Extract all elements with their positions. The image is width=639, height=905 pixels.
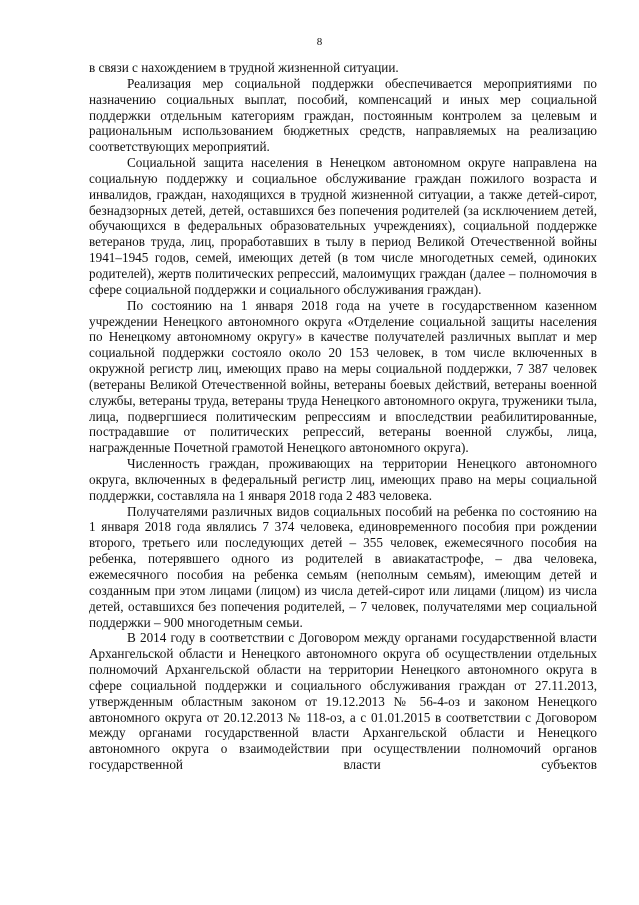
paragraph: Численность граждан, проживающих на территории Ненецкого автономного округа, включенных в федеральный регистр лиц, имеющих право на меры социальной поддержки, составляла на 1 января 2018 года 2 483 человека.	[89, 456, 597, 503]
paragraph: Реализация мер социальной поддержки обеспечивается мероприятиями по назначению социальных выплат, пособий, компенсаций и иных мер социальной поддержки отдельным категориям граждан, постоянным контролем за целевым и рациональным использованием бюджетных средств, направляемых на реализацию соответствующих мероприятий.	[89, 75, 597, 155]
page-number: 8	[316, 36, 323, 48]
paragraph: В 2014 году в соответствии с Договором между органами государственной власти Архангельской области и Ненецкого автономного округа об осуществлении отдельных полномочий Архангельской области на территории Ненецкого автономного округа в сфере социальной поддержки и социального обслуживания граждан от 27.11.2013, утвержденным областным законом от 19.12.2013 № 56-4-оз и законом Ненецкого автономного округа от 20.12.2013 № 118-оз, а с 01.01.2015 в соответствии с Договором между органами государственной власти Архангельской области и Ненецкого автономного округа о взаимодействии при осуществлении полномочий органов государственной власти субъектов	[89, 630, 597, 773]
paragraph: Получателями различных видов социальных пособий на ребенка по состоянию на 1 января 2018 года являлись 7 374 человека, единовременного пособия при рождении второго, третьего или последующих детей – 355 человек, ежемесячного пособия на ребенка, потерявшего одного из родителей в авиакатастрофе, – два человека, ежемесячного пособия на ребенка семьям (неполным семьям), имеющим детей и созданным при этом лицами (лицом) из числа детей-сирот или лицами (лицом) из числа детей, оставшихся без попечения родителей, – 7 человек, получателями мер социальной поддержки – 900 многодетным семьи.	[89, 503, 597, 630]
paragraph: Социальной защита населения в Ненецком автономном округе направлена на социальную поддержку и социальное обслуживание граждан пожилого возраста и инвалидов, граждан, находящихся в трудной жизненной ситуации, а также детей-сирот, безнадзорных детей, детей, оставшихся без попечения родителей (за исключением детей, обучающихся в федеральных образовательных учреждениях), социальной поддержке ветеранов труда, лиц, проработавших в тылу в период Великой Отечественной войны 1941–1945 годов, семей, имеющих детей (в том числе многодетных семей, одиноких родителей), жертв политических репрессий, малоимущих граждан (далее – полномочия в сфере социальной поддержки и социального обслуживания граждан).	[89, 155, 597, 297]
paragraph: в связи с нахождением в трудной жизненной ситуации.	[89, 60, 399, 75]
paragraph: По состоянию на 1 января 2018 года на учете в государственном казенном учреждении Ненецкого автономного округа «Отделение социальной защиты населения по Ненецкому автономному округу» в качестве получателей различных выплат и мер социальной поддержки состояло около 20 153 человек, в том числе включенных в окружной регистр лиц, имеющих право на меры социальной поддержки, 7 387 человек (ветераны Великой Отечественной войны, ветераны боевых действий, ветераны военной службы, ветераны труда, ветераны труда Ненецкого автономного округа, труженики тыла, лица, подвергшиеся политическим репрессиям и впоследствии реабилитированные, пострадавшие от политических репрессий, ветераны военной службы, лица, награжденные Почетной грамотой Ненецкого автономного округа).	[89, 297, 597, 456]
document-body	[89, 60, 597, 773]
